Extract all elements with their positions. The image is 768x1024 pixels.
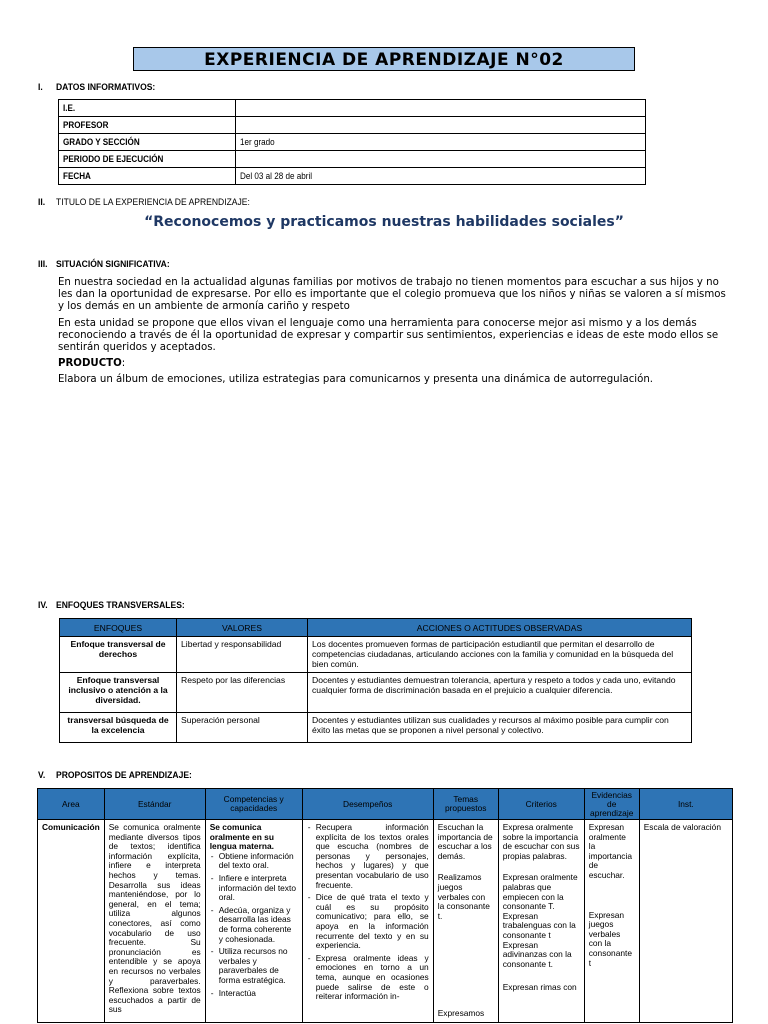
- temas-cell: [433, 820, 498, 1023]
- evidencias-cell: [584, 820, 639, 1023]
- column-header: Area: [38, 789, 105, 820]
- datos-value: Del 03 al 28 de abril: [240, 171, 313, 181]
- table-row: [59, 168, 646, 185]
- datos-label: GRADO Y SECCIÓN: [63, 137, 140, 147]
- experience-title: “Reconocemos y practicamos nuestras habilidades sociales”: [144, 214, 624, 230]
- valor-cell: Libertad y responsabilidad: [177, 637, 308, 673]
- table-row: [59, 134, 646, 151]
- table-row: [60, 673, 692, 713]
- producto-line: PRODUCTO:: [58, 358, 126, 369]
- tema-item: Realizamos juegos verbales con la consonante t.: [437, 872, 490, 921]
- enfoque-cell: Enfoque transversal de derechos: [60, 637, 177, 673]
- list-item: - Utiliza recursos no verbales y paraverbales de forma estratégica.: [210, 947, 298, 985]
- accion-cell: Docentes y estudiantes demuestran tolerancia, apertura y respeto a todos y cada uno, evitando cualquier forma de discriminación basada en el prejuicio a cualquier diferencia.: [308, 673, 692, 713]
- propositos-table: [37, 788, 733, 1023]
- evidencia-item: Expresan oralmente la importancia de escuchar.: [588, 822, 632, 880]
- valor-cell: Respeto por las diferencias: [177, 673, 308, 713]
- table-row: [59, 100, 646, 117]
- criterios-cell: [498, 820, 584, 1023]
- section-enfoques: IV. ENFOQUES TRANSVERSALES:: [38, 600, 185, 611]
- column-header: VALORES: [177, 619, 308, 637]
- section-titulo: II. TITULO DE LA EXPERIENCIA DE APRENDIZAJE:: [38, 197, 250, 208]
- table-row: [60, 637, 692, 673]
- datos-label: PERIODO DE EJECUCIÓN: [63, 154, 164, 164]
- column-header: ACCIONES O ACTITUDES OBSERVADAS: [308, 619, 692, 637]
- competencia-title: Se comunica oralmente en su lengua materna.: [209, 822, 274, 852]
- list-item: - Recupera información explícita de los textos orales que escucha (nombres de personas y personajes, hechos y lugares) y que presentan vocabulario de uso frecuente.: [307, 823, 429, 890]
- datos-label: I.E.: [63, 103, 76, 113]
- datos-value: 1er grado: [240, 137, 275, 147]
- situacion-paragraph-2: En esta unidad se propone que ellos vivan el lenguaje como una herramienta para conocerse mejor asi mismo y a los demás reconociendo a través de él la oportunidad de expresar y compartir sus sentimientos, experiencias e ideas de este modo ellos se sentirán queridos y aceptados.: [58, 318, 719, 354]
- column-header: Desempeños: [302, 789, 433, 820]
- enfoque-cell: Enfoque transversal inclusivo o atención a la diversidad.: [60, 673, 177, 713]
- desempenos-cell: [302, 820, 433, 1023]
- list-item: - Interactúa: [210, 989, 298, 999]
- table-header-row: [38, 789, 733, 820]
- enfoques-table: [59, 618, 692, 743]
- enfoque-cell: transversal búsqueda de la excelencia: [60, 713, 177, 743]
- list-item: - Expresa oralmente ideas y emociones en torno a un tema, aunque en ocasiones puede salirse de este o reiterar información in-: [307, 954, 429, 1002]
- area-cell: Comunicación: [38, 820, 105, 1023]
- document-title: EXPERIENCIA DE APRENDIZAJE N°02: [133, 47, 635, 71]
- column-header: Estándar: [104, 789, 205, 820]
- datos-table: [58, 99, 646, 185]
- evidencia-item: Expresan juegos verbales con la consonante t: [588, 909, 633, 968]
- section-situacion: III. SITUACIÓN SIGNIFICATIVA:: [38, 259, 170, 270]
- list-item: - Adecúa, organiza y desarrolla las ideas de forma coherente y cohesionada.: [210, 906, 298, 944]
- criterio-item: Expresa oralmente sobre la importancia de escuchar con sus propias palabras.: [502, 822, 580, 861]
- accion-cell: Los docentes promueven formas de participación estudiantil que permitan el desarrollo de competencias ciudadanas, articulando acciones con la familia y comunidad en la búsqueda del bien común.: [308, 637, 692, 673]
- list-item: - Dice de qué trata el texto y cuál es su propósito comunicativo; para ello, se apoya en la información recurrente del texto y en su experiencia.: [307, 893, 429, 951]
- capacidades-list: [210, 852, 298, 998]
- criterio-item: Expresan trabalenguas con la consonante t: [502, 910, 576, 940]
- column-header: Temas propuestos: [433, 789, 498, 820]
- table-row: [59, 151, 646, 168]
- datos-label: PROFESOR: [63, 120, 109, 130]
- list-item: - Obtiene información del texto oral.: [210, 852, 298, 871]
- competencias-cell: [205, 820, 302, 1023]
- table-row: [38, 820, 733, 1023]
- inst-cell: Escala de valoración: [639, 820, 732, 1023]
- tema-item: Expresamos: [437, 1008, 485, 1019]
- criterio-item: Expresan adivinanzas con la consonante t.: [502, 939, 572, 969]
- desempenos-list: [307, 823, 429, 1002]
- criterio-item: Expresan oralmente palabras que empiecen con la consonante T.: [502, 872, 578, 912]
- situacion-paragraph-1: En nuestra sociedad en la actualidad algunas familias por motivos de trabajo no tienen momentos para escuchar a sus hijos y no les dan la oportunidad de expresarse. Por ello es importante que el colegio promueva que los niños y niñas se valoren a sí mismos y los demás en un ambiente de armonía cariño y respeto: [58, 277, 726, 313]
- criterio-item: Expresan rimas con: [502, 982, 577, 993]
- column-header: ENFOQUES: [60, 619, 177, 637]
- tema-item: Escuchan la importancia de escuchar a los demás.: [437, 822, 493, 861]
- column-header: Inst.: [639, 789, 732, 820]
- estandar-cell: Se comunica oralmente mediante diversos tipos de textos; identifica información explícita, infiere e interpreta hechos y temas. Desarrolla sus ideas manteniéndose, por lo general, en el tema; utiliza algunos conectores, así como vocabulario de uso frecuente. Su pronunciación es entendible y se apoya en recursos no verbales y paraverbales. Reflexiona sobre textos escuchados a partir de sus: [104, 820, 205, 1023]
- valor-cell: Superación personal: [177, 713, 308, 743]
- table-header-row: [60, 619, 692, 637]
- section-propositos: V. PROPOSITOS DE APRENDIZAJE:: [38, 770, 192, 781]
- table-row: [60, 713, 692, 743]
- column-header: Criterios: [498, 789, 584, 820]
- section-datos-informativos: I. DATOS INFORMATIVOS:: [38, 82, 156, 93]
- list-item: - Infiere e interpreta información del texto oral.: [210, 874, 298, 903]
- column-header: Competencias y capacidades: [205, 789, 302, 820]
- column-header: Evidencias de aprendizaje: [584, 789, 639, 820]
- accion-cell: Docentes y estudiantes utilizan sus cualidades y recursos al máximo posible para cumplir con éxito las metas que se proponen a nivel personal y colectivo.: [308, 713, 692, 743]
- table-row: [59, 117, 646, 134]
- producto-label: PRODUCTO: [58, 358, 122, 369]
- producto-text: Elabora un álbum de emociones, utiliza estrategias para comunicarnos y presenta una dinámica de autorregulación.: [58, 374, 654, 385]
- datos-label: FECHA: [63, 171, 91, 181]
